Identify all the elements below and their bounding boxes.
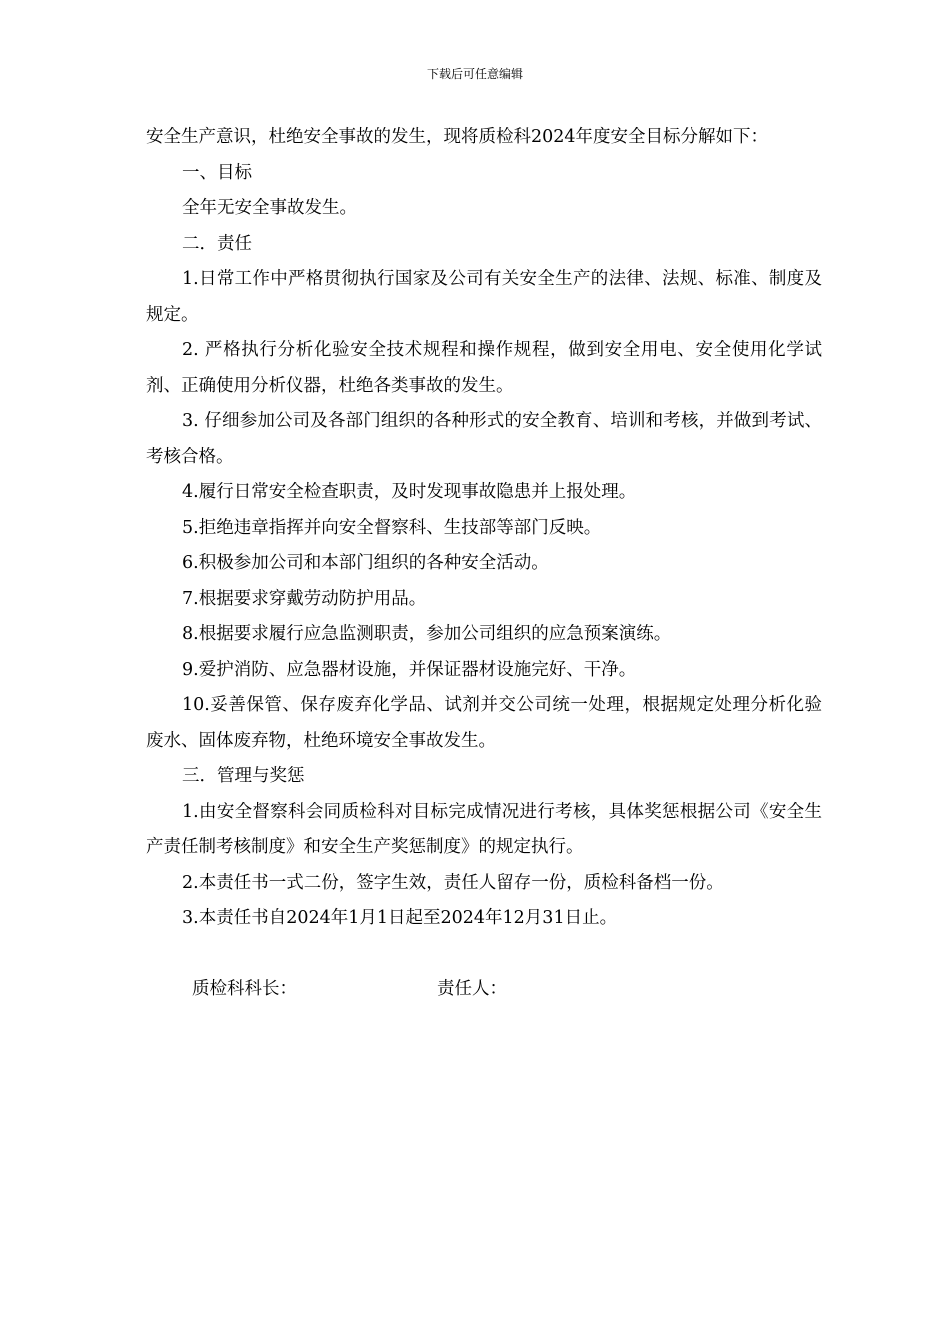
document-body [146,120,822,937]
management-item-3: 3.本责任书自2024年1月1日起至2024年12月31日止。 [182,908,618,928]
responsibility-item-4: 4.履行日常安全检查职责，及时发现事故隐患并上报处理。 [182,482,637,502]
responsibility-item-6: 6.积极参加公司和本部门组织的各种安全活动。 [182,553,549,573]
section-heading-management: 三．管理与奖惩 [182,766,305,786]
responsibility-item-3: 3. 仔细参加公司及各部门组织的各种形式的安全教育、培训和考核，并做到考试、考核合格。 [146,411,822,467]
signature-label-responsible-person: 责任人： [437,979,507,999]
responsibility-item-8: 8.根据要求履行应急监测职责，参加公司组织的应急预案演练。 [182,624,672,644]
paragraph-intro: 安全生产意识，杜绝安全事故的发生，现将质检科2024年度安全目标分解如下： [146,127,769,147]
responsibility-item-9: 9.爱护消防、应急器材设施，并保证器材设施完好、干净。 [182,659,637,680]
management-item-2: 2.本责任书一式二份，签字生效，责任人留存一份，质检科备档一份。 [182,872,724,893]
section-heading-responsibility: 二．责任 [182,233,252,254]
page-header-note: 下载后可任意编辑 [426,67,523,81]
paragraph-goal: 全年无安全事故发生。 [182,198,357,218]
responsibility-item-7: 7.根据要求穿戴劳动防护用品。 [182,588,427,609]
responsibility-item-2: 2. 严格执行分析化验安全技术规程和操作规程，做到安全用电、安全使用化学试剂、正确使用分析仪器，杜绝各类事故的发生。 [146,340,822,396]
responsibility-item-1: 1.日常工作中严格贯彻执行国家及公司有关安全生产的法律、法规、标准、制度及规定。 [146,269,822,325]
responsibility-item-5: 5.拒绝违章指挥并向安全督察科、生技部等部门反映。 [182,517,602,538]
signature-block [192,972,507,1007]
responsibility-item-10: 10.妥善保管、保存废弃化学品、试剂并交公司统一处理，根据规定处理分析化验废水、固体废弃物，杜绝环境安全事故发生。 [146,695,822,751]
section-heading-goal: 一、目标 [182,162,252,183]
management-item-1: 1.由安全督察科会同质检科对目标完成情况进行考核，具体奖惩根据公司《安全生产责任制考核制度》和安全生产奖惩制度》的规定执行。 [146,801,822,857]
signature-label-section-chief: 质检科科长： [192,979,297,999]
